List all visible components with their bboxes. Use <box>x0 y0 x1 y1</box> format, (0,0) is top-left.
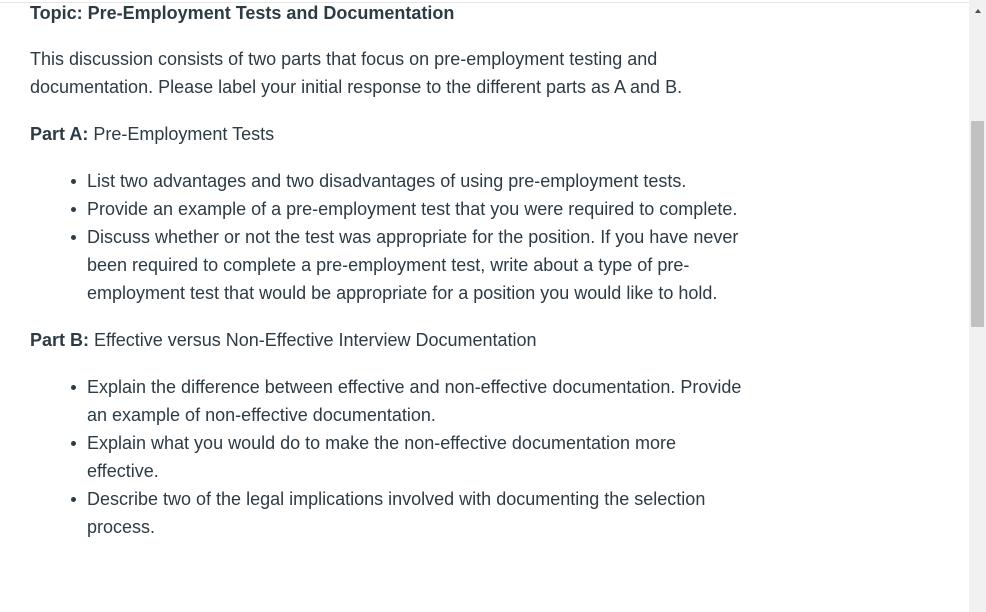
discussion-body <box>30 1 750 560</box>
intro-paragraph: This discussion consists of two parts that focus on pre-employment testing and documentation. Please label your initial response to the different parts as A and B. <box>30 49 683 97</box>
part-b-list <box>30 373 750 541</box>
scrollbar-thumb[interactable] <box>971 121 984 327</box>
arrow-up-icon <box>975 9 981 13</box>
list-item: List two advantages and two disadvantages of using pre-employment tests. <box>87 167 750 195</box>
part-b-heading <box>30 326 750 354</box>
part-b-title: Effective versus Non-Effective Interview Documentation <box>94 330 537 350</box>
list-item: Explain the difference between effective and non-effective documentation. Provide an example of non-effective documentation. <box>87 373 750 429</box>
scroll-up-button[interactable] <box>969 0 986 22</box>
list-item: Discuss whether or not the test was appropriate for the position. If you have never been required to complete a pre-employment test, write about a type of pre-employment test that would be appropriate for a position you would like to hold. <box>87 223 750 307</box>
list-item: Describe two of the legal implications involved with documenting the selection process. <box>87 485 750 541</box>
part-a-heading <box>30 120 750 148</box>
list-item: Provide an example of a pre-employment test that you were required to complete. <box>87 195 750 223</box>
part-a-list <box>30 167 750 307</box>
part-a-title: Pre-Employment Tests <box>93 124 275 144</box>
part-a-label: Part A: <box>30 124 89 144</box>
part-b-label: Part B: <box>30 330 90 350</box>
topic-heading: Topic: Pre-Employment Tests and Documentation <box>30 3 455 23</box>
list-item: Explain what you would do to make the non-effective documentation more effective. <box>87 429 750 485</box>
vertical-scrollbar[interactable] <box>969 0 986 612</box>
